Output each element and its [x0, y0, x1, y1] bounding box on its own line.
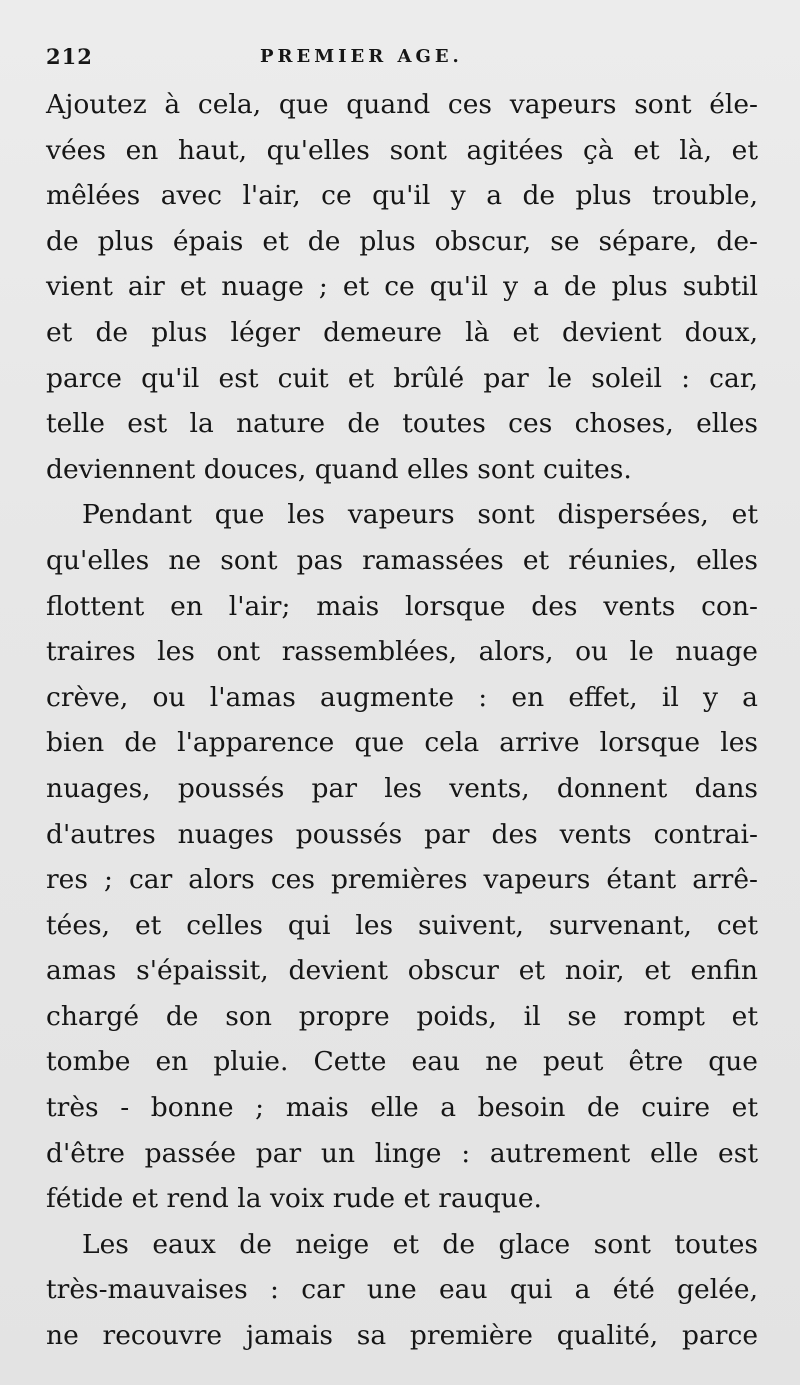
text-line: Pendant que les vapeurs sont dispersées, et: [82, 499, 758, 531]
text-line: bien de l'apparence que cela arrive lorsque les: [46, 727, 758, 759]
text-line: très-mauvaises : car une eau qui a été gelée,: [46, 1274, 758, 1306]
text-line: res ; car alors ces premières vapeurs étant arrê-: [46, 864, 758, 896]
running-head: [46, 44, 766, 74]
text-line: traires les ont rassemblées, alors, ou le nuage: [46, 636, 758, 668]
text-line: tées, et celles qui les suivent, survenant, cet: [46, 909, 758, 941]
text-line: vient air et nuage ; et ce qu'il y a de plus subtil: [46, 271, 758, 303]
text-line: Ajoutez à cela, que quand ces vapeurs sont éle-: [46, 89, 758, 120]
text-line: et de plus léger demeure là et devient doux,: [46, 316, 758, 348]
text-line: de plus épais et de plus obscur, se sépare, de-: [46, 225, 758, 257]
text-line: telle est la nature de toutes ces choses, elles: [46, 408, 758, 440]
page-number: 212: [46, 44, 93, 69]
text-line: deviennent douces, quand elles sont cuites.: [46, 453, 632, 485]
body-text: [46, 82, 758, 1359]
text-line: flottent en l'air; mais lorsque des vents con-: [46, 590, 758, 622]
text-line: parce qu'il est cuit et brûlé par le soleil : car,: [46, 362, 758, 394]
paragraph-1: [46, 82, 758, 492]
text-line: mêlées avec l'air, ce qu'il y a de plus trouble,: [46, 180, 758, 212]
text-line: fétide et rend la voix rude et rauque.: [46, 1183, 542, 1215]
paragraph-3: [46, 1222, 758, 1359]
text-line: d'être passée par un linge : autrement elle est: [46, 1137, 758, 1169]
text-line: d'autres nuages poussés par des vents contrai-: [46, 818, 758, 850]
running-title: PREMIER AGE.: [260, 46, 463, 67]
text-line: vées en haut, qu'elles sont agitées çà et là, et: [46, 134, 758, 166]
text-line: crève, ou l'amas augmente : en effet, il y a: [46, 681, 758, 713]
text-line: qu'elles ne sont pas ramassées et réunies, elles: [46, 544, 758, 576]
text-line: tombe en pluie. Cette eau ne peut être que: [46, 1046, 758, 1078]
text-line: nuages, poussés par les vents, donnent dans: [46, 772, 758, 804]
paragraph-2: [46, 492, 758, 1222]
text-line: chargé de son propre poids, il se rompt et: [46, 1000, 758, 1032]
text-line: ne recouvre jamais sa première qualité, parce: [46, 1320, 758, 1352]
text-line: amas s'épaissit, devient obscur et noir, et enfin: [46, 955, 758, 987]
text-line: Les eaux de neige et de glace sont toutes: [82, 1228, 758, 1260]
text-line: très - bonne ; mais elle a besoin de cuire et: [46, 1092, 758, 1124]
